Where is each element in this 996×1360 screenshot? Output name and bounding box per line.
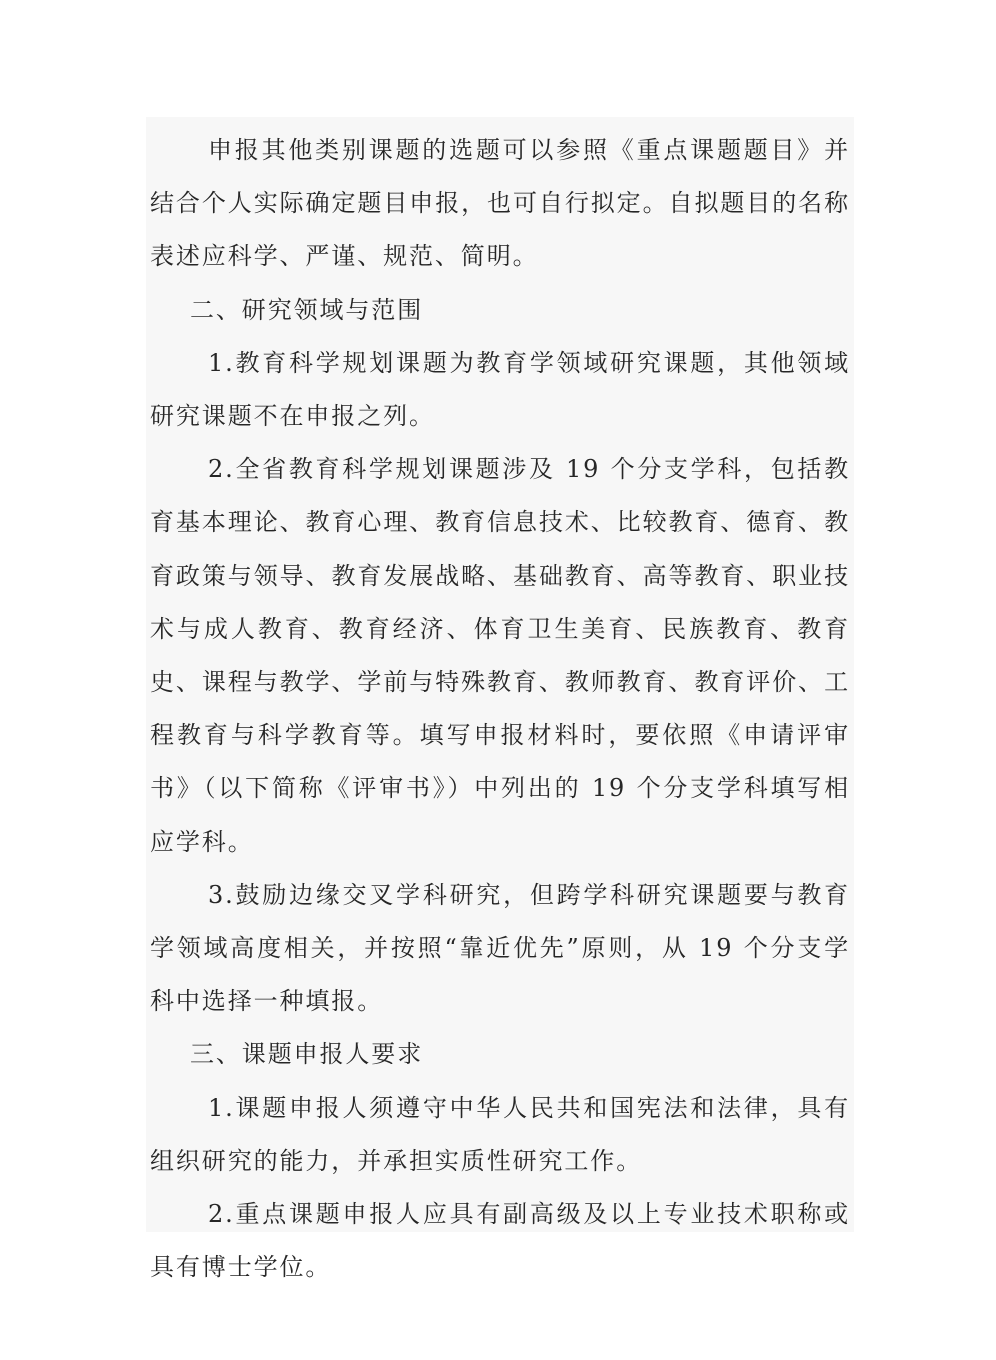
document-body [150, 124, 850, 1294]
paragraph-scope-item-3: 3.鼓励边缘交叉学科研究，但跨学科研究课题要与教育学领域高度相关，并按照“靠近优先”原则，从 19 个分支学科中选择一种填报。 [150, 880, 850, 1016]
paragraph-scope-item-2: 2.全省教育科学规划课题涉及 19 个分支学科，包括教育基本理论、教育心理、教育信息技术、比较教育、德育、教育政策与领导、教育发展战略、基础教育、高等教育、职业技术与成人教育、教育经济、体育卫生美育、民族教育、教育史、课程与教学、学前与特殊教育、教师教育、教育评价、工程教育与科学教育等。填写申报材料时，要依照《申请评审书》（以下简称《评审书》）中列出的 19 个分支学科填写相应学科。 [150, 455, 850, 856]
section-heading-applicant-requirements: 三、课题申报人要求 [190, 1040, 424, 1069]
paragraph-requirement-item-1: 1.课题申报人须遵守中华人民共和国宪法和法律，具有组织研究的能力，并承担实质性研究工作。 [150, 1093, 850, 1175]
paragraph-topic-selection: 申报其他类别课题的选题可以参照《重点课题题目》并结合个人实际确定题目申报，也可自行拟定。自拟题目的名称表述应科学、严谨、规范、简明。 [150, 136, 850, 271]
paragraph-requirement-item-2: 2.重点课题申报人应具有副高级及以上专业技术职称或具有博士学位。 [150, 1200, 850, 1282]
section-heading-research-scope: 二、研究领域与范围 [190, 295, 424, 324]
paragraph-scope-item-1: 1.教育科学规划课题为教育学领域研究课题，其他领域研究课题不在申报之列。 [150, 348, 850, 431]
